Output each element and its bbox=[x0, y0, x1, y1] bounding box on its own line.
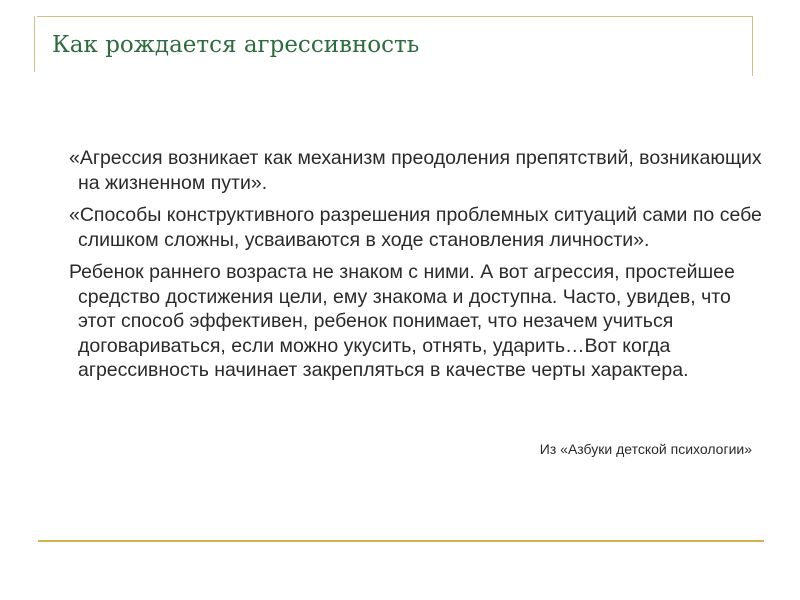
top-divider bbox=[37, 16, 752, 17]
paragraph-quote-2: «Способы конструктивного разрешения проблемных ситуаций сами по себе слишком сложны, усваиваются в ходе становления личности». bbox=[69, 204, 762, 251]
paragraph-quote-1: «Агрессия возникает как механизм преодоления препятствий, возникающих на жизненном пути». bbox=[69, 147, 762, 194]
paragraph-explanation: Ребенок раннего возраста не знаком с ними. А вот агрессия, простейшее средство достижения цели, ему знакома и доступна. Часто, увидев, что этот способ эффективен, ребенок понимает, что незачем учиться договариваться, если можно укусить, отнять, ударить…Вот когда агрессивность начинает закрепляться в качестве черты характера. bbox=[69, 261, 735, 381]
left-title-divider bbox=[34, 16, 35, 72]
slide-title: Как рождается агрессивность bbox=[52, 32, 420, 58]
bottom-divider bbox=[38, 540, 764, 542]
slide-body bbox=[64, 146, 764, 383]
right-title-divider bbox=[752, 16, 753, 76]
source-citation: Из «Азбуки детской психологии» bbox=[539, 441, 752, 457]
